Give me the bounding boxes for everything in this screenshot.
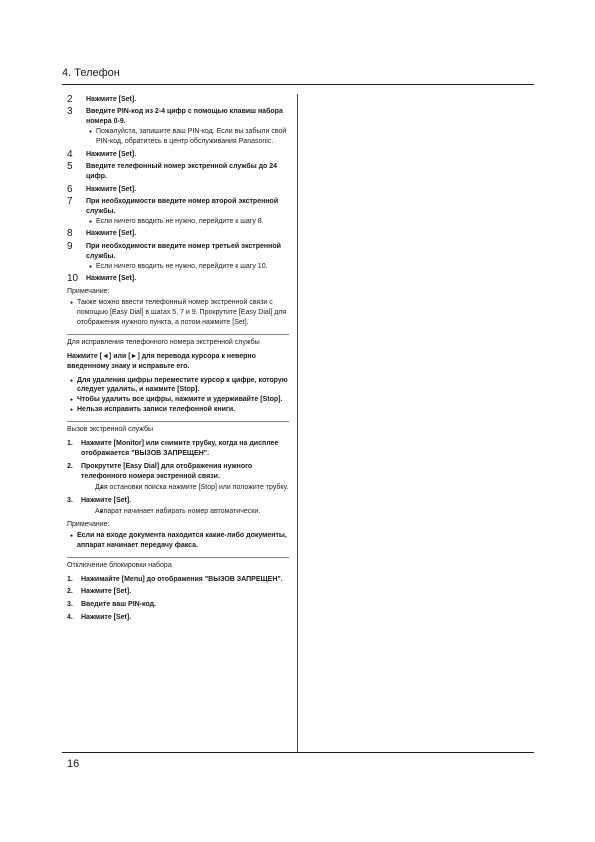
disable-lock-step: [67, 613, 289, 623]
step-5: [67, 162, 289, 182]
list-bullet: ● Аппарат начинает набирать номер автоматически.: [81, 507, 289, 517]
list-text: Нажмите [Monitor] или снимите трубку, когда на дисплее отображается "ВЫЗОВ ЗАПРЕЩЕН".: [81, 440, 279, 458]
step-text: Нажмите [Set].: [86, 230, 137, 238]
step-6: [67, 185, 289, 195]
column-divider: [297, 94, 298, 752]
step-text: Нажмите [Set].: [86, 185, 137, 193]
list-number: 2.: [67, 588, 73, 596]
list-number: 2.: [67, 463, 73, 471]
list-text: Нажмите [Set].: [81, 496, 132, 504]
correction-intro: Нажмите [◄] или [►] для перевода курсора к неверно введенному знаку и исправьте его.: [67, 352, 256, 370]
correction-item: ● Чтобы удалить все цифры, нажмите и удерживайте [Stop].: [67, 395, 289, 405]
list-number: 3.: [67, 601, 73, 609]
step-8: [67, 229, 289, 239]
note-label: Примечание:: [67, 520, 110, 528]
step-bullet: ● Пожалуйста, запишите ваш PIN-код. Если вы забыли свой PIN-код, обратитесь в центр обслуживания Panasonic.: [86, 127, 289, 147]
emergency-call-step: [67, 496, 289, 517]
list-text: Нажмите [Set].: [81, 588, 132, 596]
list-text: Введите ваш PIN-код.: [81, 601, 157, 609]
page-number: 16: [67, 758, 80, 770]
step-number: 6: [67, 183, 73, 195]
step-number: 4: [67, 148, 73, 160]
emergency-call-step: [67, 462, 289, 493]
section-divider: [67, 334, 289, 335]
note-label: Примечание:: [67, 287, 110, 295]
step-number: 8: [67, 228, 73, 240]
disable-lock-step: [67, 600, 289, 610]
list-number: 3.: [67, 496, 73, 504]
list-number: 1.: [67, 440, 73, 448]
disable-lock-step: [67, 587, 289, 597]
step-text: Нажмите [Set].: [86, 275, 137, 282]
step-text: Нажмите [Set].: [86, 96, 137, 103]
list-text: Нажимайте [Menu] до отображения "ВЫЗОВ ЗАПРЕЩЕН".: [81, 575, 283, 583]
note-item: ● Если на входе документа находится какие-либо документы, аппарат начинает передачу факса.: [67, 531, 289, 551]
step-number: 7: [67, 195, 73, 207]
section-title-disable-lock: Отключение блокировки набора: [67, 561, 172, 569]
list-number: 4.: [67, 614, 73, 622]
step-7: [67, 197, 289, 227]
step-number: 2: [67, 94, 73, 105]
list-number: 1.: [67, 575, 73, 583]
step-9: [67, 242, 289, 272]
section-divider: [67, 557, 289, 558]
step-4: [67, 150, 289, 160]
step-2: [67, 95, 289, 105]
step-text: При необходимости введите номер третьей экстренной службы.: [86, 242, 281, 260]
step-bullet: ● Если ничего вводить не нужно, перейдите к шагу 10.: [86, 262, 289, 272]
step-text: При необходимости введите номер второй экстренной службы.: [86, 197, 279, 215]
step-number: 10: [67, 273, 79, 284]
section-title-correction: Для исправления телефонного номера экстренной службы: [67, 338, 260, 346]
correction-item: ● Для удаления цифры переместите курсор к цифре, которую следует удалить, и нажмите [Stop].: [67, 376, 289, 396]
step-bullet: ● Если ничего вводить не нужно, перейдите к шагу 8.: [86, 217, 289, 227]
list-text: Прокрутите [Easy Dial] для отображения нужного телефонного номера экстренной связи.: [81, 463, 253, 480]
step-text: Введите телефонный номер экстренной службы до 24 цифр.: [86, 163, 278, 181]
step-10: [67, 274, 289, 284]
disable-lock-step: [67, 575, 289, 585]
steps-list: [67, 95, 289, 284]
step-3: [67, 107, 289, 147]
list-bullet: ● Для остановки поиска нажмите [Stop] или положите трубку.: [81, 483, 289, 493]
step-number: 3: [67, 106, 73, 118]
left-column: [67, 95, 289, 626]
correction-item: ● Нельзя исправить записи телефонной книги.: [67, 405, 289, 415]
header-rule: [62, 84, 534, 85]
chapter-title: 4. Телефон: [62, 67, 120, 79]
emergency-call-step: [67, 439, 289, 459]
list-text: Нажмите [Set].: [81, 614, 132, 622]
step-text: Нажмите [Set].: [86, 150, 137, 158]
footer-rule: [62, 752, 534, 753]
note-item: ● Также можно ввести телефонный номер экстренной связи с помощью [Easy Dial] в шагах 5, 7 и 9. Прокрутите [Easy Dial] для отображения нужного пункта, а потом нажмите [Set].: [67, 298, 289, 328]
step-number: 9: [67, 240, 73, 252]
section-title-emergency-call: Вызов экстренной службы: [67, 426, 154, 434]
step-number: 5: [67, 161, 73, 173]
section-divider: [67, 421, 289, 422]
step-text: Введите PIN-код из 2-4 цифр с помощью клавиш набора номера 0-9.: [86, 108, 283, 126]
